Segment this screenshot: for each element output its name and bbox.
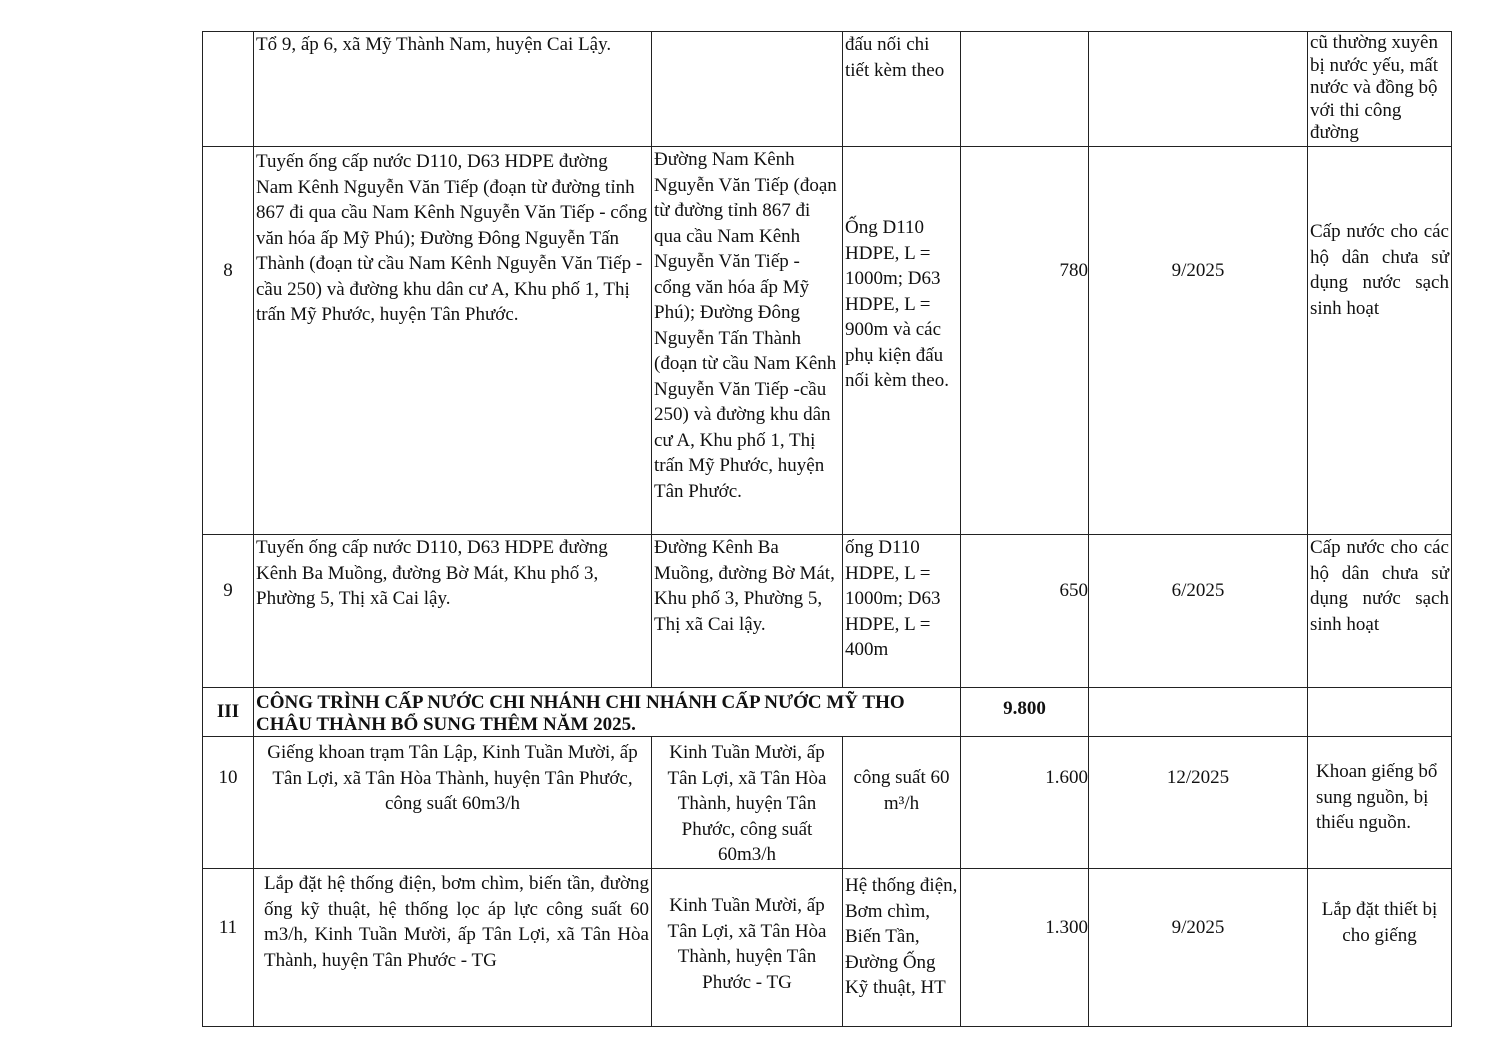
project-table <box>202 31 1452 1027</box>
row-location: Đường Nam Kênh Nguyễn Văn Tiếp (đoạn từ đường tỉnh 867 đi qua cầu Nam Kênh Nguyễn Văn Tiếp - cổng văn hóa ấp Mỹ Phú); Đường Đông Nguyễn Tấn Thành (đoạn từ cầu Nam Kênh Nguyễn Văn Tiếp -cầu 250) và đường khu dân cư A, Khu phố 1, Thị trấn Mỹ Phước, huyện Tân Phước. <box>652 147 843 535</box>
row-value: 1.600 <box>961 737 1089 869</box>
row-value <box>961 32 1089 147</box>
section-row <box>203 688 1452 737</box>
row-name: Tuyến ống cấp nước D110, D63 HDPE đường Kênh Ba Muồng, đường Bờ Mát, Khu phố 3, Phường 5, Thị xã Cai lậy. <box>254 535 652 688</box>
row-scale: ống D110 HDPE, L = 1000m; D63 HDPE, L = 400m <box>843 535 961 688</box>
table-row <box>203 869 1452 1027</box>
section-purpose-empty <box>1308 688 1452 737</box>
row-purpose: cũ thường xuyên bị nước yếu, mất nước và đồng bộ với thi công đường <box>1308 32 1452 147</box>
row-purpose: Lắp đặt thiết bị cho giếng <box>1308 869 1452 1027</box>
row-time: 9/2025 <box>1089 147 1308 535</box>
table-row <box>203 737 1452 869</box>
section-roman: III <box>203 688 254 737</box>
section-title: CÔNG TRÌNH CẤP NƯỚC CHI NHÁNH CHI NHÁNH CẤP NƯỚC MỸ THO CHÂU THÀNH BỔ SUNG THÊM NĂM 2025. <box>254 688 961 737</box>
row-value: 650 <box>961 535 1089 688</box>
row-time: 12/2025 <box>1089 737 1308 869</box>
row-stt <box>203 32 254 147</box>
row-scale: công suất 60 m³/h <box>843 737 961 869</box>
row-name: Giếng khoan trạm Tân Lập, Kinh Tuần Mười, ấp Tân Lợi, xã Tân Hòa Thành, huyện Tân Phước, công suất 60m3/h <box>254 737 652 869</box>
row-value: 780 <box>961 147 1089 535</box>
row-stt: 11 <box>203 869 254 1027</box>
row-time <box>1089 32 1308 147</box>
table-row <box>203 147 1452 535</box>
row-purpose: Khoan giếng bổ sung nguồn, bị thiếu nguồn. <box>1308 737 1452 869</box>
row-purpose: Cấp nước cho các hộ dân chưa sử dụng nước sạch sinh hoạt <box>1308 147 1452 535</box>
row-location <box>652 32 843 147</box>
table-row <box>203 32 1452 147</box>
section-time-empty <box>1089 688 1308 737</box>
table-row <box>203 535 1452 688</box>
row-scale: đấu nối chi tiết kèm theo <box>843 32 961 147</box>
row-purpose: Cấp nước cho các hộ dân chưa sử dụng nước sạch sinh hoạt <box>1308 535 1452 688</box>
row-location: Kinh Tuần Mười, ấp Tân Lợi, xã Tân Hòa Thành, huyện Tân Phước, công suất 60m3/h <box>652 737 843 869</box>
row-stt: 8 <box>203 147 254 535</box>
row-location: Đường Kênh Ba Muồng, đường Bờ Mát, Khu phố 3, Phường 5, Thị xã Cai lậy. <box>652 535 843 688</box>
row-name: Tuyến ống cấp nước D110, D63 HDPE đường Nam Kênh Nguyễn Văn Tiếp (đoạn từ đường tỉnh 867 đi qua cầu Nam Kênh Nguyễn Văn Tiếp - cổng văn hóa ấp Mỹ Phú); Đường Đông Nguyễn Tấn Thành (đoạn từ cầu Nam Kênh Nguyễn Văn Tiếp -cầu 250) và đường khu dân cư A, Khu phố 1, Thị trấn Mỹ Phước, huyện Tân Phước. <box>254 147 652 535</box>
row-name: Lắp đặt hệ thống điện, bơm chìm, biến tần, đường ống kỹ thuật, hệ thống lọc áp lực công suất 60 m3/h, Kinh Tuần Mười, ấp Tân Lợi, xã Tân Hòa Thành, huyện Tân Phước - TG <box>254 869 652 1027</box>
row-time: 6/2025 <box>1089 535 1308 688</box>
row-scale: Ống D110 HDPE, L = 1000m; D63 HDPE, L = 900m và các phụ kiện đấu nối kèm theo. <box>843 147 961 535</box>
row-time: 9/2025 <box>1089 869 1308 1027</box>
row-location: Kinh Tuần Mười, ấp Tân Lợi, xã Tân Hòa Thành, huyện Tân Phước - TG <box>652 869 843 1027</box>
row-value: 1.300 <box>961 869 1089 1027</box>
row-stt: 9 <box>203 535 254 688</box>
row-scale: Hệ thống điện, Bơm chìm, Biến Tần, Đường Ống Kỹ thuật, HT <box>843 869 961 1027</box>
row-name: Tổ 9, ấp 6, xã Mỹ Thành Nam, huyện Cai Lậy. <box>254 32 652 147</box>
section-total: 9.800 <box>961 688 1089 737</box>
row-stt: 10 <box>203 737 254 869</box>
